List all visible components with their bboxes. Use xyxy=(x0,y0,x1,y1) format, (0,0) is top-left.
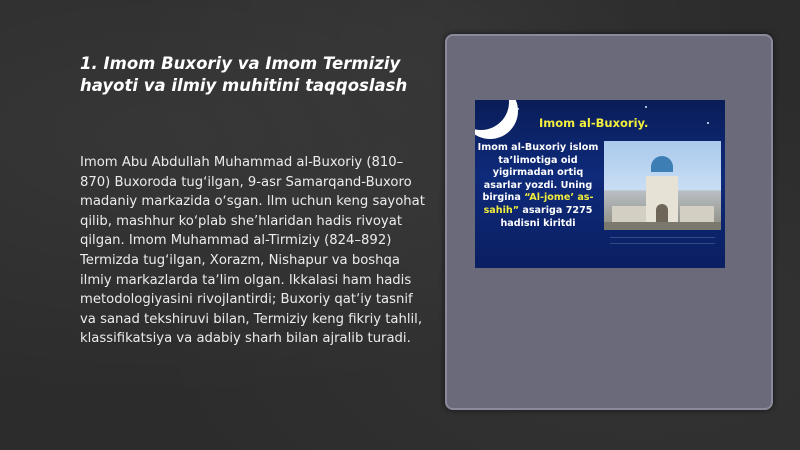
mosque-photo xyxy=(604,141,721,230)
photo-caption-lines xyxy=(606,232,719,262)
embedded-title: Imom al-Buxoriy. xyxy=(539,116,649,130)
mosque-right-wing xyxy=(680,206,714,222)
embedded-text-after: asariga 7275 hadisni kiritdi xyxy=(500,204,593,229)
star-icon xyxy=(517,108,519,110)
mosque-left-wing xyxy=(612,206,646,222)
star-icon xyxy=(645,106,647,108)
slide-title: 1. Imom Buxoriy va Imom Termiziy hayoti va ilmiy muhitini taqqoslash xyxy=(80,54,408,95)
star-icon xyxy=(707,122,709,124)
embedded-text xyxy=(475,142,601,230)
embedded-text-highlight: “Al-jome’ as-sahih” xyxy=(483,192,594,216)
embedded-slide-image xyxy=(475,100,725,268)
slide-body-text: Imom Abu Abdullah Muhammad al-Buxoriy (810–870) Buxoroda tugʻilgan, 9-asr Samarqand-Buxoro madaniy markazida oʻsgan. Ilm uchun keng sayohat qilib, mashhur koʻplab she’hlaridan hadis rivoyat qilgan. Imom Muhammad al-Tirmiziy (824–892) Termizda tugʻilgan, Xorazm, Nishapur va boshqa ilmiy markazlarda taʼlim olgan. Ikkalasi ham hadis metodologiyasini rivojlantirdi; Buxoriy qatʼiy tasnif va sanad tekshiruvi bilan, Termiziy keng fikriy tahlil, klassifikatsiya va adabiy sharh bilan ajralib turadi. xyxy=(80,155,425,347)
mosque-ground xyxy=(604,222,721,230)
moon-icon xyxy=(475,100,509,130)
embedded-text-before: Imom al-Buxoriy islom ta’limotiga oid yigirmadan ortiq asarlar yozdi. Uning birgina xyxy=(477,142,599,204)
image-panel xyxy=(445,34,773,410)
mosque-arch xyxy=(656,204,668,222)
mosque-dome xyxy=(651,156,673,172)
